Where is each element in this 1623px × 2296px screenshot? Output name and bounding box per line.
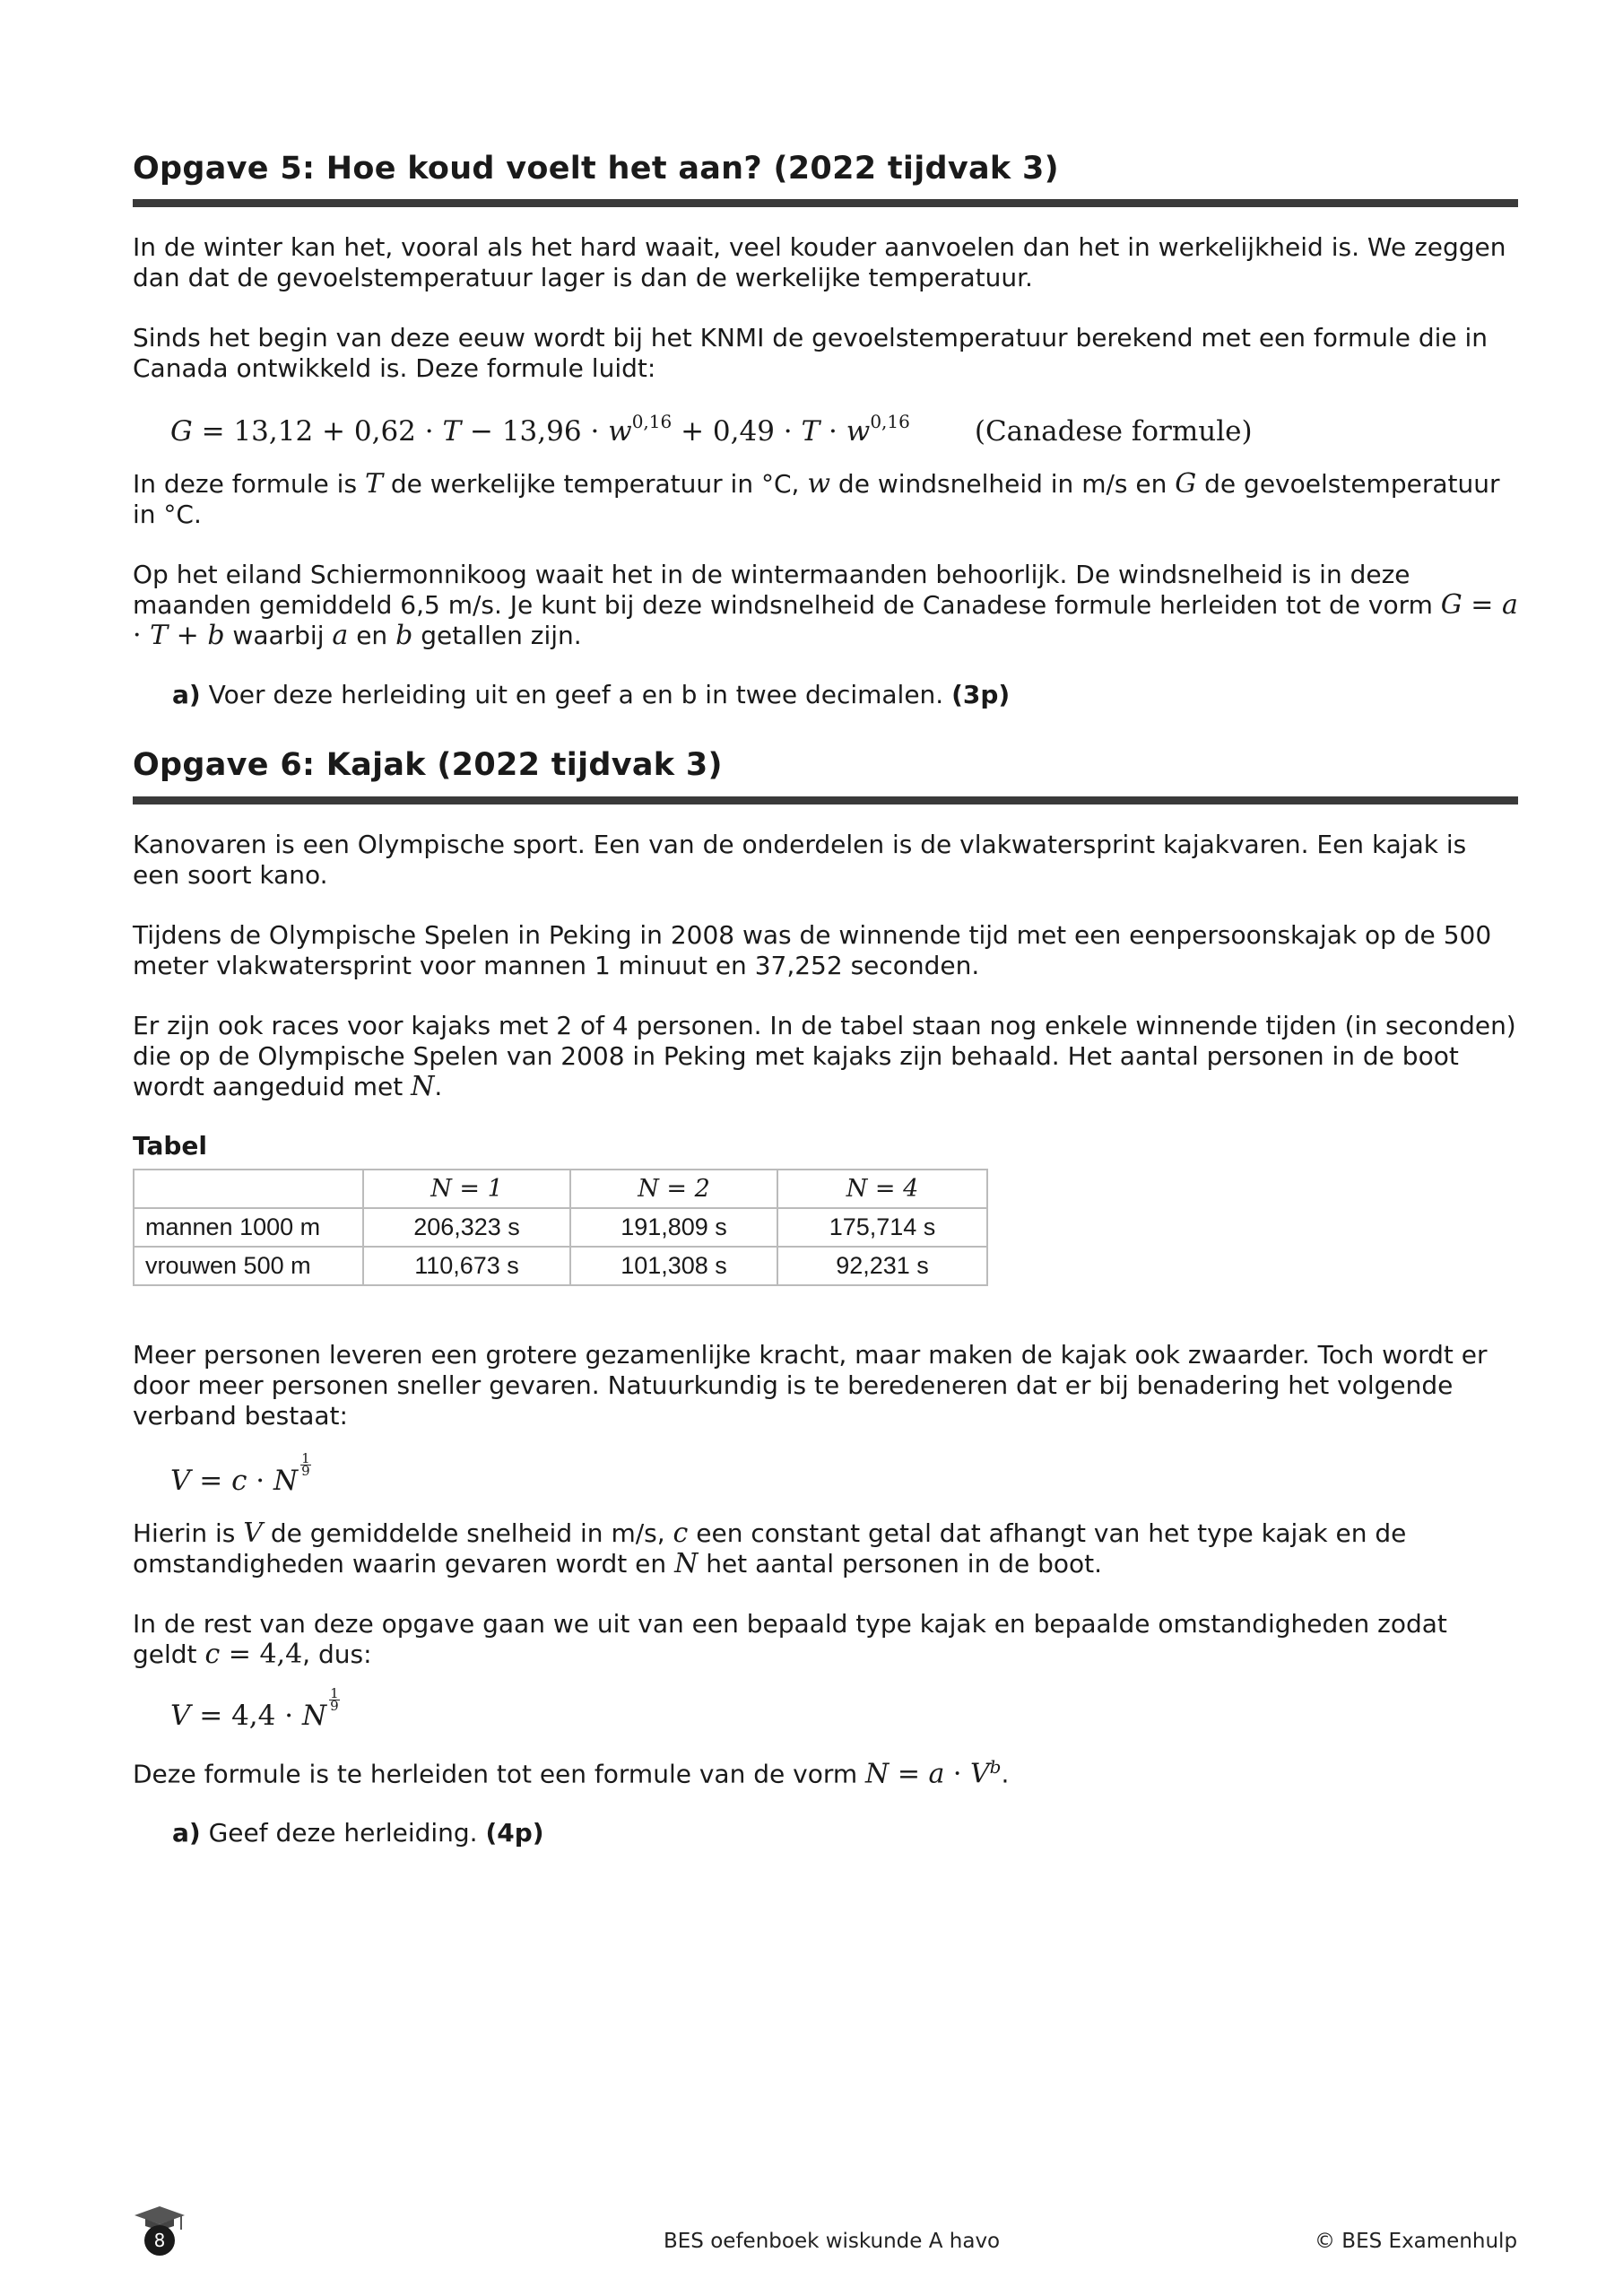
opgave6-paragraph-1: Kanovaren is een Olympische sport. Een van de onderdelen is de vlakwatersprint kajakvaren. Een kajak is een soort kano. <box>133 829 1467 890</box>
canadese-formule: $G = 13,12 + 0,62 \cdot T - 13,96 \cdot w^{0,16} + 0,49 \cdot T \cdot w^{0,16}$ (Canadese formule) <box>170 411 1253 448</box>
table-header-cell: N = 4 <box>777 1170 987 1208</box>
opgave6-paragraph-7: Deze formule is te herleiden tot een formule van de vorm $N = a \cdot V^b$. <box>133 1755 1010 1789</box>
opgave6-paragraph-3: Er zijn ook races voor kajaks met 2 of 4 personen. In de tabel staan nog enkele winnende tijden (in seconden) die op de Olympische Spelen van 2008 in Peking met kajaks zijn behaald. Het aantal personen in de boot wordt aangeduid met N. <box>133 1010 1516 1102</box>
table-header-cell: N = 2 <box>570 1170 777 1208</box>
opgave6-paragraph-2: Tijdens de Olympische Spelen in Peking in 2008 was de winnende tijd met een eenpersoonskajak op de 500 meter vlakwatersprint voor mannen 1 minuut en 37,252 seconden. <box>133 919 1492 980</box>
opgave5-paragraph-4: Op het eiland Schiermonnikoog waait het in de wintermaanden behoorlijk. De windsnelheid is in deze maanden gemiddeld 6,5 m/s. Je kunt bij deze windsnelheid de Canadese formule herleiden tot de vorm G = a · T + b waarbij a en b getallen zijn. <box>133 560 1518 652</box>
table-cell: mannen 1000 m <box>134 1208 363 1247</box>
table-cell: vrouwen 500 m <box>134 1247 363 1285</box>
footer-copyright: © BES Examenhulp <box>1315 2230 1518 2253</box>
table-header-cell <box>134 1170 363 1208</box>
page-content <box>133 151 1518 1848</box>
table-header-cell: N = 1 <box>363 1170 570 1208</box>
opgave6-question-a: a) Geef deze herleiding. (4p) <box>172 1817 544 1848</box>
formula-v-44: V = 4,4 · N $\frac{1}{9}$ <box>170 1684 339 1732</box>
table-header-row <box>134 1170 987 1208</box>
opgave5-question-a: a) Voer deze herleiding uit en geef a en b in twee decimalen. (3p) <box>172 680 1011 710</box>
formula-v-c: V = c · N $\frac{1}{9}$ <box>170 1449 310 1497</box>
opgave6-paragraph-4: Meer personen leveren een grotere gezamenlijke kracht, maar maken de kajak ook zwaarder. Toch wordt er door meer personen sneller gevaren. Natuurkundig is te beredeneren dat er bij benadering het volgende verband bestaat: <box>133 1339 1488 1431</box>
formula-tag: (Canadese formule) <box>974 415 1253 448</box>
table-cell: 101,308 s <box>570 1247 777 1285</box>
graduation-cap-icon <box>133 2203 187 2257</box>
opgave5-title: Opgave 5: Hoe koud voelt het aan? (2022 tijdvak 3) <box>133 151 1518 207</box>
opgave5-paragraph-1: In de winter kan het, vooral als het hard waait, veel kouder aanvoelen dan het in werkelijkheid is. We zeggen dan dat de gevoelstemperatuur lager is dan de werkelijke temperatuur. <box>133 232 1506 293</box>
table-label: Tabel <box>133 1130 208 1161</box>
table-cell: 110,673 s <box>363 1247 570 1285</box>
page-number: 8 <box>153 2230 166 2251</box>
table-row <box>134 1247 987 1285</box>
opgave6-paragraph-5: Hierin is V de gemiddelde snelheid in m/s, c een constant getal dat afhangt van het type kajak en de omstandigheden waarin gevaren wordt en N het aantal personen in de boot. <box>133 1517 1407 1579</box>
table-cell: 175,714 s <box>777 1208 987 1247</box>
opgave5-paragraph-2: Sinds het begin van deze eeuw wordt bij het KNMI de gevoelstemperatuur berekend met een formule die in Canada ontwikkeld is. Deze formule luidt: <box>133 323 1488 384</box>
footer-book-title: BES oefenboek wiskunde A havo <box>664 2230 1001 2253</box>
table-row <box>134 1208 987 1247</box>
table-cell: 191,809 s <box>570 1208 777 1247</box>
opgave6-title: Opgave 6: Kajak (2022 tijdvak 3) <box>133 747 1518 804</box>
opgave6-paragraph-6: In de rest van deze opgave gaan we uit van een bepaald type kajak en bepaalde omstandigheden zodat geldt c = 4,4, dus: <box>133 1608 1447 1670</box>
winning-times-table <box>133 1169 988 1286</box>
table-cell: 206,323 s <box>363 1208 570 1247</box>
opgave5-paragraph-3: In deze formule is T de werkelijke temperatuur in °C, w de windsnelheid in m/s en G de gevoelstemperatuur in °C. <box>133 468 1500 530</box>
table-cell: 92,231 s <box>777 1247 987 1285</box>
